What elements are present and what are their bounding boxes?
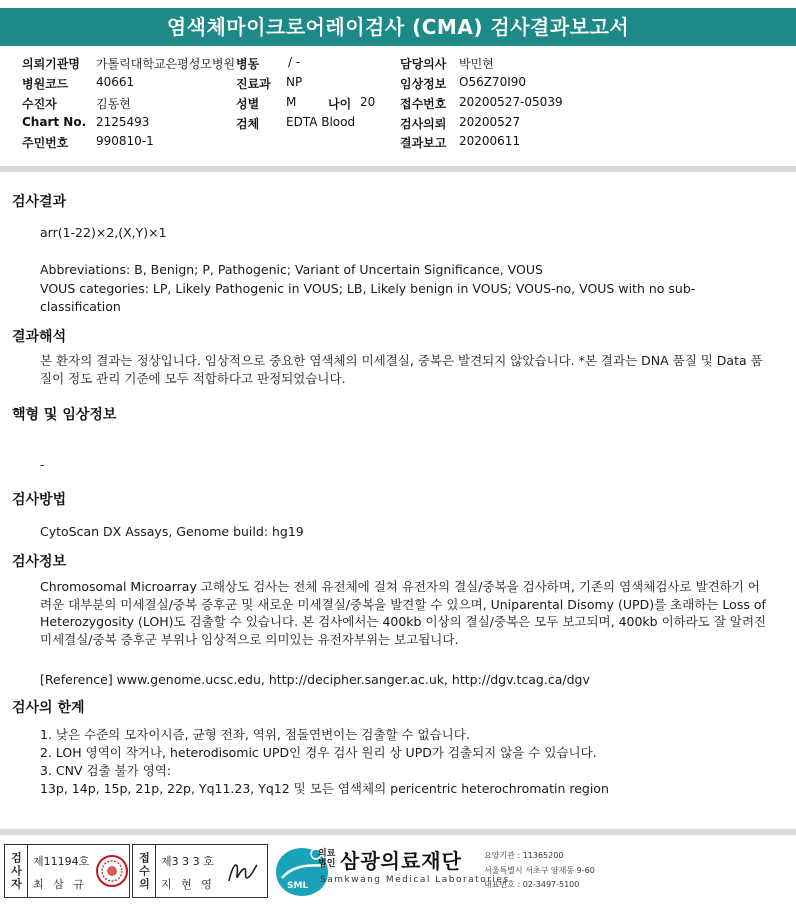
test-info-text: Chromosomal Microarray 고해상도 검사는 전체 유전체에 걸쳐 유전자의 결실/중복을 검사하며, 기존의 염색체검사로 발견하기 어려운 대부분의 미세결실/중복 증후군 및 새로운 미세결실/중복을 발견할 수 있으며, Uniparental Disomy (UPD)를 초래하는 Loss of Heterozygosity (LOH)도 검출할 수 있습니다. 본 검사에서는 400kb 이상의 결실/중복은 모두 보고되며, 400kb 이하라도 잘 알려진 미세결실/중복 증후군 부위나 임상적으로 의미있는 유전자부위는 보고됩니다. <box>40 579 767 647</box>
limitation-item: 3. CNV 검출 불가 영역: <box>40 763 172 778</box>
receiver-license: 제3 3 3 호 <box>161 855 214 868</box>
sex-value: M <box>286 95 297 109</box>
hospital-code-value: 40661 <box>96 75 135 89</box>
chart-number-value: 2125493 <box>96 115 150 129</box>
clinical-info-label: 임상정보 <box>400 77 447 91</box>
examiner-name: 최 삼 규 <box>33 878 87 891</box>
section-title-limitations: 검사의 한계 <box>12 700 85 716</box>
section-title-test-info: 검사정보 <box>12 554 67 570</box>
examiner-license: 제11194호 <box>33 855 90 868</box>
patient-name-label: 수진자 <box>22 97 57 111</box>
institution-phone: 대표번호 : 02-3497-5100 <box>484 880 580 889</box>
report-date-value: 20200611 <box>459 134 521 148</box>
receiver-signature-icon <box>223 853 261 891</box>
method-text: CytoScan DX Assays, Genome build: hg19 <box>40 524 304 539</box>
department-label: 진료과 <box>236 77 271 91</box>
attending-physician-value: 박민현 <box>459 57 494 71</box>
receiver-signature-box <box>132 844 268 898</box>
institution-address: 서울특별시 서초구 양재동 9-60 <box>484 866 595 875</box>
limitation-item: 1. 낮은 수준의 모자이시즘, 균형 전좌, 역위, 점돌연변이는 검출할 수 없습니다. <box>40 727 470 742</box>
ward-value: / - <box>288 55 301 69</box>
section-title-result: 검사결과 <box>12 194 67 210</box>
specimen-label: 검체 <box>236 117 260 131</box>
patient-info-panel <box>0 55 796 155</box>
receiver-name: 지 현 영 <box>161 878 215 891</box>
logo-legal-entity: 의료 법인 <box>318 849 336 869</box>
report-footer <box>0 838 796 909</box>
referring-institution-value: 가톨릭대학교은평성모병원 <box>96 57 236 71</box>
header-divider <box>0 166 796 172</box>
attending-physician-label: 담당의사 <box>400 57 447 71</box>
hospital-code-label: 병원코드 <box>22 77 69 91</box>
resident-number-value: 990810-1 <box>96 134 154 148</box>
examiner-seal-icon <box>95 854 129 888</box>
vous-categories-text: VOUS categories: LP, Likely Pathogenic in VOUS; LB, Likely benign in VOUS; VOUS-no, VOUS with no sub-classification <box>40 281 696 314</box>
request-date-value: 20200527 <box>459 115 521 129</box>
section-title-method: 검사방법 <box>12 492 67 508</box>
karyotype-clinical-text: - <box>40 457 45 472</box>
examiner-label: 검사자 <box>5 845 28 897</box>
clinical-info-value: O56Z70I90 <box>459 75 527 89</box>
accession-number-label: 접수번호 <box>400 97 447 111</box>
report-title: 염색체마이크로어레이검사 (CMA) 검사결과보고서 <box>0 8 796 46</box>
receiver-label: 접수의 <box>133 845 156 897</box>
logo-english-name: Samkwang Medical Laboratories <box>320 875 510 885</box>
referring-institution-label: 의뢰기관명 <box>22 57 80 71</box>
section-title-interpretation: 결과해석 <box>12 329 67 345</box>
chart-number-label: Chart No. <box>22 115 87 129</box>
section-title-karyotype-clinical: 핵형 및 임상정보 <box>12 407 117 423</box>
ward-label: 병동 <box>236 57 260 71</box>
patient-name-value: 김동현 <box>96 97 131 111</box>
specimen-value: EDTA Blood <box>286 115 356 129</box>
examiner-signature-box <box>4 844 130 898</box>
institution-code: 요양기관 : 11365200 <box>484 851 564 860</box>
report-date-label: 결과보고 <box>400 136 447 150</box>
karyotype-result: arr(1-22)×2,(X,Y)×1 <box>40 225 167 240</box>
accession-number-value: 20200527-05039 <box>459 95 563 109</box>
logo-name: 삼광의료재단 <box>340 849 462 873</box>
abbreviations-text: Abbreviations: B, Benign; P, Pathogenic; Variant of Uncertain Significance, VOUS <box>40 262 543 277</box>
age-label: 나이 <box>328 97 352 111</box>
limitation-item: 13p, 14p, 15p, 21p, 22p, Yq11.23, Yq12 및 모든 염색체의 pericentric heterochromatin region <box>40 781 609 796</box>
footer-divider <box>0 829 796 835</box>
resident-number-label: 주민번호 <box>22 136 69 150</box>
request-date-label: 검사의뢰 <box>400 117 447 131</box>
reference-text: [Reference] www.genome.ucsc.edu, http://decipher.sanger.ac.uk, http://dgv.tcag.ca/dgv <box>40 672 590 687</box>
sex-label: 성별 <box>236 97 260 111</box>
interpretation-text: 본 환자의 결과는 정상입니다. 임상적으로 중요한 염색체의 미세결실, 중복은 발견되지 않았습니다. *본 결과는 DNA 품질 및 Data 품질이 정도 관리 기준에 모두 적합하다고 판정되었습니다. <box>40 353 763 386</box>
age-value: 20 <box>360 95 376 109</box>
limitation-item: 2. LOH 영역이 작거나, heterodisomic UPD인 경우 검사 원리 상 UPD가 검출되지 않을 수 있습니다. <box>40 745 597 760</box>
logo-badge: SML <box>287 881 309 891</box>
department-value: NP <box>286 75 303 89</box>
